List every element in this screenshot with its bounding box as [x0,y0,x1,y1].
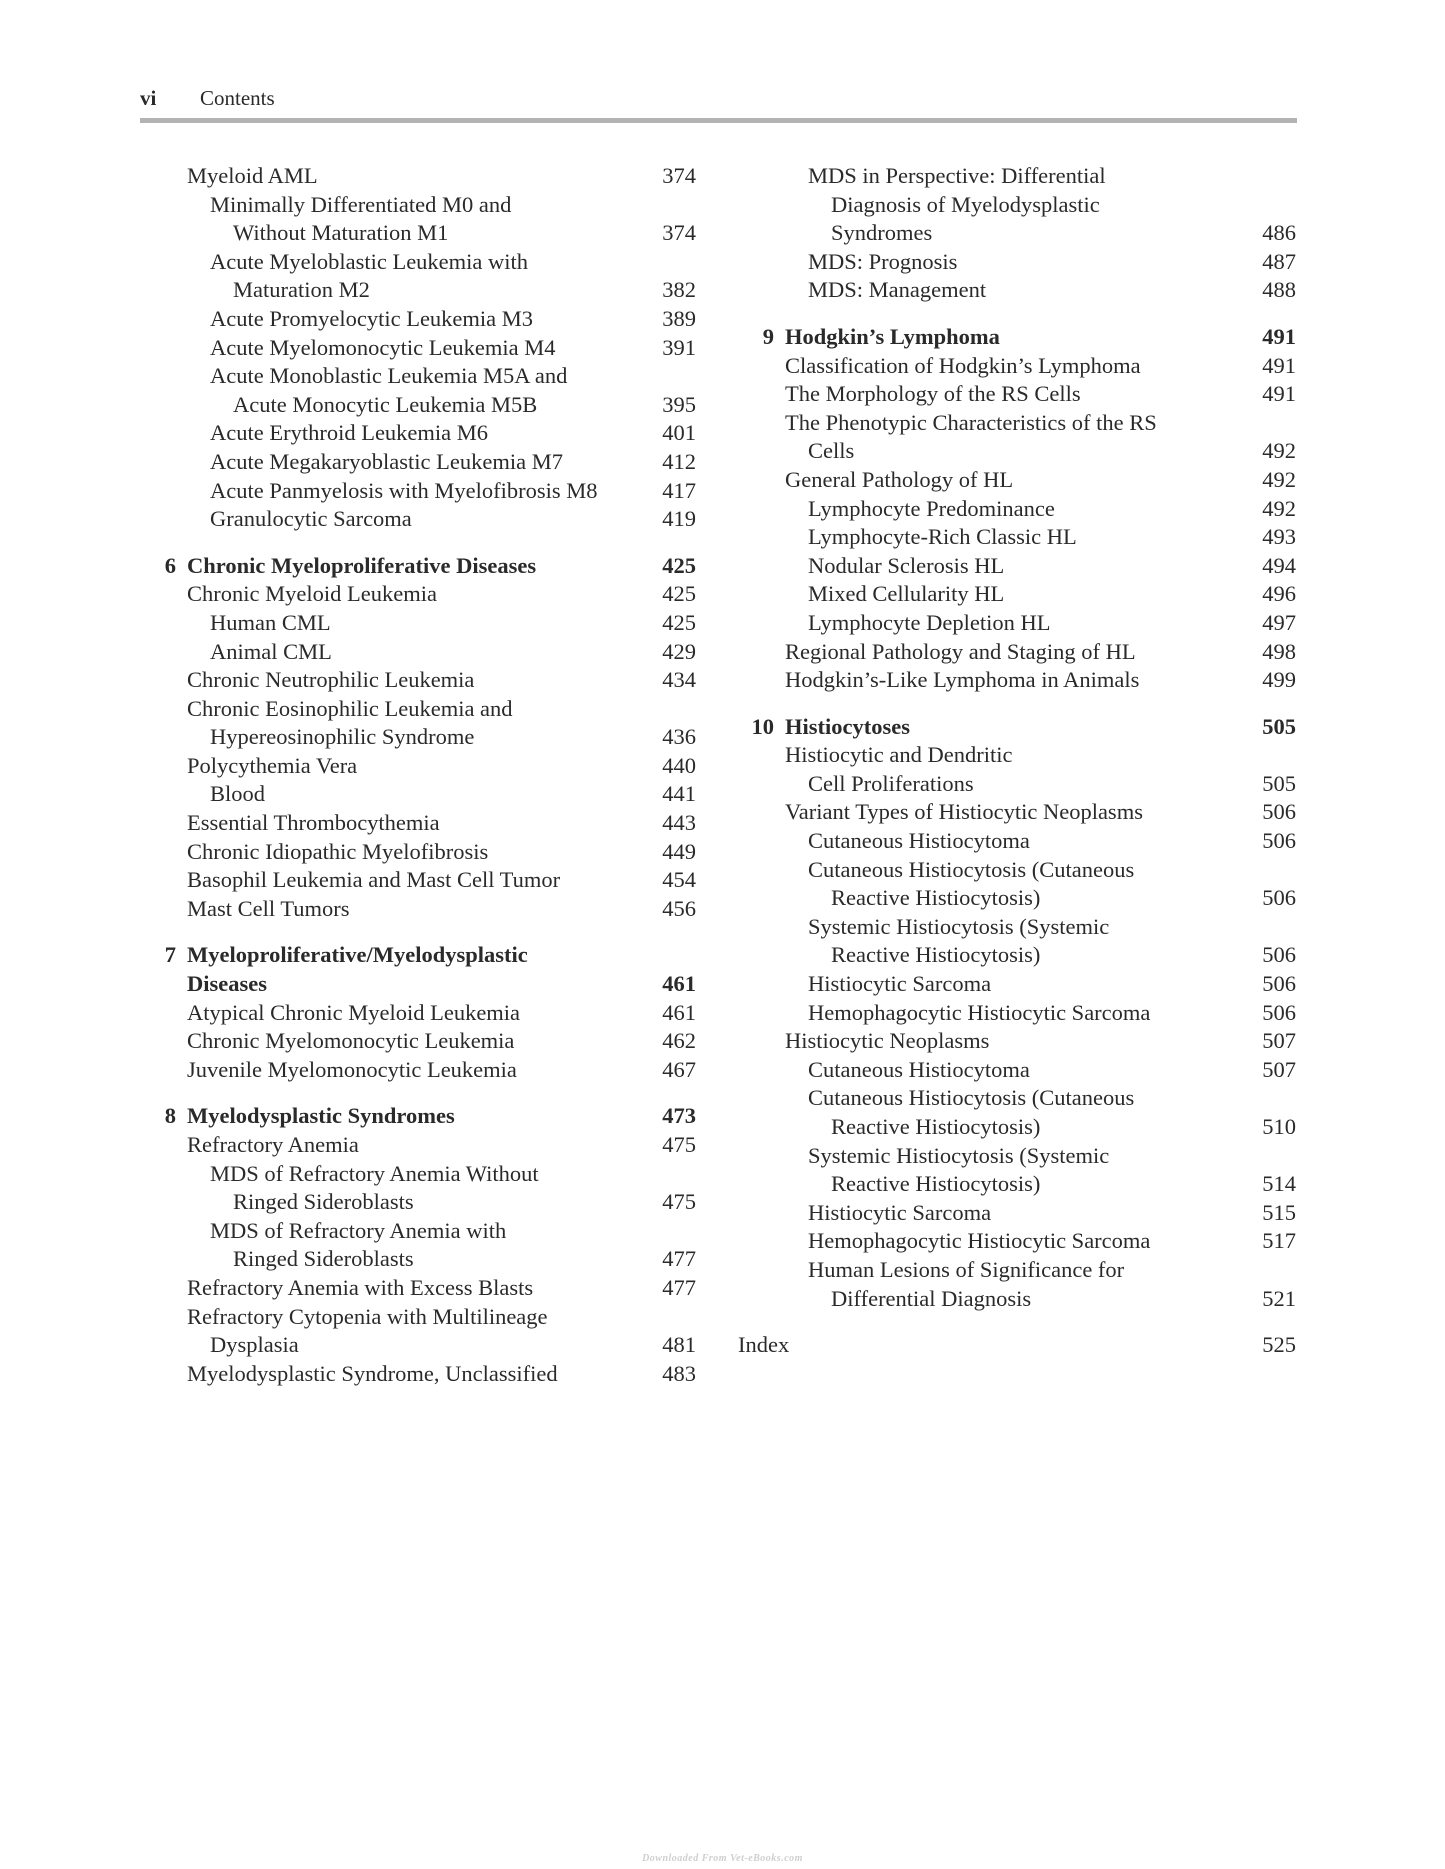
page-ref: 477 [662,1274,696,1300]
page-ref: 425 [662,581,696,607]
toc-entry[interactable] [140,780,696,809]
entry-title: Human Lesions of Significance for [808,1256,1125,1282]
page-ref: 506 [1262,971,1296,997]
page-ref: 491 [1262,381,1296,407]
chapter-number: 8 [164,1103,176,1129]
toc-entry[interactable] [738,162,1296,248]
entry-title: The Morphology of the RS Cells [785,381,1081,407]
entry-title: Mixed Cellularity HL [808,581,1005,607]
entry-title: Regional Pathology and Staging of HL [785,638,1136,664]
toc-entry[interactable] [738,1256,1296,1313]
toc-entry[interactable] [140,999,696,1028]
chapter-number: 6 [164,552,176,578]
chapter-title: Hodgkin’s Lymphoma [785,323,1000,349]
entry-title: MDS of Refractory Anemia with [210,1217,507,1243]
entry-title: Chronic Neutrophilic Leukemia [187,667,475,693]
entry-title: Chronic Eosinophilic Leukemia and [187,695,513,721]
page-ref: 517 [1262,1228,1296,1254]
page-number: vi [140,86,157,110]
entry-title: Refractory Anemia [187,1132,359,1157]
page-ref: 475 [662,1132,696,1157]
page-ref: 443 [662,810,696,836]
download-watermark: Downloaded From Vet-eBooks.com [642,1853,803,1864]
page-ref: 412 [662,448,696,474]
entry-title: Acute Monocytic Leukemia M5B [233,391,538,417]
entry-title: Reactive Histiocytosis) [831,1171,1041,1197]
toc-entry[interactable] [140,695,696,752]
entry-title: Histiocytic Sarcoma [808,1199,992,1225]
toc-entry[interactable] [140,895,696,924]
entry-title: Classification of Hodgkin’s Lymphoma [785,352,1141,378]
entry-title: Ringed Sideroblasts [233,1189,414,1215]
toc-entry[interactable] [140,580,696,609]
entry-title: Polycythemia Vera [187,752,358,778]
chapter-title: Myelodysplastic Syndromes [187,1103,455,1129]
section-gap [140,923,696,941]
chapter-title: Myeloproliferative/Myelodysplastic [187,942,528,968]
toc-entry[interactable] [140,305,696,334]
entry-title: Mast Cell Tumors [187,895,350,921]
toc-entry[interactable] [738,827,1296,856]
toc-entry[interactable] [140,1303,696,1360]
entry-title: Chronic Idiopathic Myelofibrosis [187,838,489,864]
entry-title: Systemic Histiocytosis (Systemic [808,1142,1110,1168]
page-ref: 491 [1262,323,1296,349]
entry-title: Chronic Myeloid Leukemia [187,581,437,607]
page-ref: 425 [662,552,696,578]
page-ref: 498 [1262,638,1296,664]
entry-title: Reactive Histiocytosis) [831,1114,1041,1139]
entry-title: Myelodysplastic Syndrome, Unclassified [187,1360,558,1386]
toc-chapter[interactable] [140,941,696,998]
page-ref: 454 [662,867,696,893]
toc-entry[interactable] [738,523,1296,552]
page-ref: 486 [1262,220,1296,246]
page-ref: 493 [1262,524,1296,550]
toc-column-right [738,162,1296,1360]
toc-entry[interactable] [140,1360,696,1389]
header-rule [140,118,1297,123]
entry-title: Diagnosis of Myelodysplastic [831,191,1100,217]
running-title: Contents [200,86,275,110]
toc-entry[interactable] [738,798,1296,827]
entry-title: Ringed Sideroblasts [233,1246,414,1272]
page-ref: 441 [662,781,696,807]
entry-title: Refractory Cytopenia with Multilineage [187,1303,548,1329]
entry-title: Essential Thrombocythemia [187,810,440,836]
toc-entry[interactable] [140,362,696,419]
entry-title: Acute Myeloblastic Leukemia with [210,248,529,274]
toc-entry[interactable] [738,638,1296,667]
toc-entry[interactable] [140,809,696,838]
page-ref: 494 [1262,552,1296,578]
toc-entry[interactable] [140,1027,696,1056]
entry-title: Juvenile Myelomonocytic Leukemia [187,1056,517,1082]
page-ref: 374 [662,220,696,246]
section-gap [140,1084,696,1102]
section-gap [738,1313,1296,1331]
entry-title: MDS: Prognosis [808,248,958,274]
toc-entry[interactable] [140,838,696,867]
toc-entry[interactable] [140,334,696,363]
toc-entry[interactable] [140,666,696,695]
page-ref: 440 [662,752,696,778]
entry-title: Cutaneous Histiocytoma [808,1056,1030,1082]
entry-title: Acute Monoblastic Leukemia M5A and [210,363,568,389]
entry-title: Histiocytic Sarcoma [808,971,992,997]
page-ref: 389 [662,305,696,331]
chapter-number: 10 [751,713,774,739]
entry-title: Cutaneous Histiocytosis (Cutaneous [808,1085,1135,1111]
toc-entry[interactable] [140,1131,696,1160]
toc-entry[interactable] [140,419,696,448]
page-ref: 499 [1262,667,1296,693]
toc-entry[interactable] [738,1056,1296,1085]
entry-title: Hemophagocytic Histiocytic Sarcoma [808,999,1151,1025]
toc-chapter[interactable] [738,713,1296,742]
toc-entry[interactable] [140,638,696,667]
entry-title: Granulocytic Sarcoma [210,506,412,532]
toc-chapter[interactable] [738,323,1296,352]
page-ref: 417 [662,477,696,503]
entry-title: Variant Types of Histiocytic Neoplasms [785,799,1143,825]
page-ref: 456 [662,895,696,921]
page-ref: 449 [662,838,696,864]
entry-title: General Pathology of HL [785,466,1014,492]
toc-chapter[interactable] [140,552,696,581]
entry-title: Lymphocyte Predominance [808,495,1055,521]
page-ref: 492 [1262,438,1296,464]
chapter-title: Histiocytoses [785,713,910,739]
toc-index-entry[interactable] [738,1331,1296,1360]
entry-title: Histiocytic Neoplasms [785,1028,990,1054]
running-header [140,86,275,111]
toc-entry[interactable] [738,970,1296,999]
page-ref: 507 [1262,1056,1296,1082]
toc-entry[interactable] [140,1217,696,1274]
entry-title: Acute Erythroid Leukemia M6 [210,420,489,446]
page-ref: 491 [1262,352,1296,378]
entry-title: MDS in Perspective: Differential [808,163,1106,188]
toc-entry[interactable] [738,1199,1296,1228]
toc-entry[interactable] [738,552,1296,581]
entry-title: Cells [808,438,855,464]
entry-title: Acute Myelomonocytic Leukemia M4 [210,334,556,360]
toc-entry[interactable] [738,666,1296,695]
page-ref: 506 [1262,828,1296,854]
entry-title: Acute Promyelocytic Leukemia M3 [210,305,534,331]
toc-entry[interactable] [738,609,1296,638]
entry-title: Cell Proliferations [808,770,974,796]
toc-entry[interactable] [140,162,696,191]
toc-column-left [140,162,696,1388]
page-ref: 515 [1262,1199,1296,1225]
section-gap [140,534,696,552]
page-ref: 488 [1262,277,1296,303]
toc-entry[interactable] [140,505,696,534]
entry-title: Reactive Histiocytosis) [831,942,1041,968]
page-ref: 483 [662,1360,696,1386]
page-ref: 521 [1262,1285,1296,1311]
toc-entry[interactable] [738,495,1296,524]
entry-title: Lymphocyte Depletion HL [808,609,1051,635]
page-ref: 391 [662,334,696,360]
toc-entry[interactable] [738,741,1296,798]
toc-entry[interactable] [140,191,696,248]
page-ref: 496 [1262,581,1296,607]
page-ref: 473 [662,1103,696,1129]
page-ref: 425 [662,609,696,635]
page-ref: 477 [662,1246,696,1272]
toc-entry[interactable] [140,477,696,506]
page-ref: 505 [1262,770,1296,796]
page-ref: 507 [1262,1028,1296,1054]
toc-entry[interactable] [140,1274,696,1303]
entry-title: Hemophagocytic Histiocytic Sarcoma [808,1228,1151,1254]
chapter-title: Diseases [187,971,267,997]
page-ref: 475 [662,1189,696,1215]
page-ref: 506 [1262,885,1296,911]
page-ref: 514 [1262,1171,1296,1197]
page-ref: 506 [1262,999,1296,1025]
section-gap [738,695,1296,713]
toc-entry[interactable] [738,999,1296,1028]
entry-title: Chronic Myelomonocytic Leukemia [187,1028,515,1054]
entry-title: Blood [210,781,266,807]
entry-title: Atypical Chronic Myeloid Leukemia [187,999,521,1025]
toc-entry[interactable] [140,1056,696,1085]
toc-entry[interactable] [140,609,696,638]
entry-title: Acute Panmyelosis with Myelofibrosis M8 [210,477,598,503]
toc-entry[interactable] [738,352,1296,381]
page-ref: 481 [662,1332,696,1358]
entry-title: Cutaneous Histiocytoma [808,828,1030,854]
chapter-number: 9 [762,323,774,349]
entry-title: Animal CML [210,638,332,664]
toc-entry[interactable] [738,1084,1296,1141]
toc-entry[interactable] [738,276,1296,305]
page-ref: 461 [662,999,696,1025]
page-ref: 525 [1262,1332,1296,1358]
entry-title: Index [738,1332,790,1358]
entry-title: Without Maturation M1 [233,220,449,246]
entry-title: MDS of Refractory Anemia Without [210,1160,539,1186]
page-ref: 374 [662,163,696,188]
entry-title: Syndromes [831,220,933,246]
entry-title: Acute Megakaryoblastic Leukemia M7 [210,448,564,474]
toc-entry[interactable] [140,866,696,895]
toc-entry[interactable] [738,466,1296,495]
entry-title: Human CML [210,609,331,635]
toc-entry[interactable] [738,1227,1296,1256]
section-gap [738,305,1296,323]
toc-entry[interactable] [738,1142,1296,1199]
entry-title: Nodular Sclerosis HL [808,552,1005,578]
entry-title: Reactive Histiocytosis) [831,885,1041,911]
entry-title: Histiocytic and Dendritic [785,742,1013,768]
page-ref: 429 [662,638,696,664]
chapter-number: 7 [164,942,176,968]
toc-entry[interactable] [738,248,1296,277]
entry-title: Basophil Leukemia and Mast Cell Tumor [187,867,561,893]
toc-entry[interactable] [738,856,1296,913]
page-ref: 462 [662,1028,696,1054]
toc-entry[interactable] [738,380,1296,409]
toc-entry[interactable] [140,448,696,477]
entry-title: Cutaneous Histiocytosis (Cutaneous [808,856,1135,882]
entry-title: Systemic Histiocytosis (Systemic [808,913,1110,939]
entry-title: Maturation M2 [233,277,370,303]
entry-title: Differential Diagnosis [831,1285,1032,1311]
toc-entry[interactable] [738,1027,1296,1056]
entry-title: The Phenotypic Characteristics of the RS [785,409,1157,435]
entry-title: Minimally Differentiated M0 and [210,191,512,217]
entry-title: Lymphocyte-Rich Classic HL [808,524,1077,550]
toc-entry[interactable] [140,248,696,305]
page-ref: 492 [1262,495,1296,521]
page-ref: 395 [662,391,696,417]
toc-entry[interactable] [738,580,1296,609]
page-ref: 510 [1262,1114,1296,1139]
page-ref: 487 [1262,248,1296,274]
page-ref: 505 [1262,713,1296,739]
page-ref: 382 [662,277,696,303]
chapter-title: Chronic Myeloproliferative Diseases [187,552,537,578]
page-ref: 497 [1262,609,1296,635]
page-ref: 419 [662,506,696,532]
toc-entry[interactable] [140,752,696,781]
entry-title: Hodgkin’s-Like Lymphoma in Animals [785,667,1140,693]
toc-entry[interactable] [738,409,1296,466]
entry-title: Dysplasia [210,1332,299,1358]
toc-entry[interactable] [140,1160,696,1217]
page-ref: 401 [662,420,696,446]
page-ref: 461 [662,971,696,997]
page-ref: 492 [1262,466,1296,492]
page-ref: 467 [662,1056,696,1082]
entry-title: Refractory Anemia with Excess Blasts [187,1274,534,1300]
toc-entry[interactable] [738,913,1296,970]
entry-title: Hypereosinophilic Syndrome [210,724,475,750]
page-ref: 506 [1262,799,1296,825]
entry-title: Myeloid AML [187,163,318,188]
toc-chapter[interactable] [140,1102,696,1131]
page-ref: 436 [662,724,696,750]
entry-title: MDS: Management [808,277,987,303]
page-ref: 434 [662,667,696,693]
page-ref: 506 [1262,942,1296,968]
